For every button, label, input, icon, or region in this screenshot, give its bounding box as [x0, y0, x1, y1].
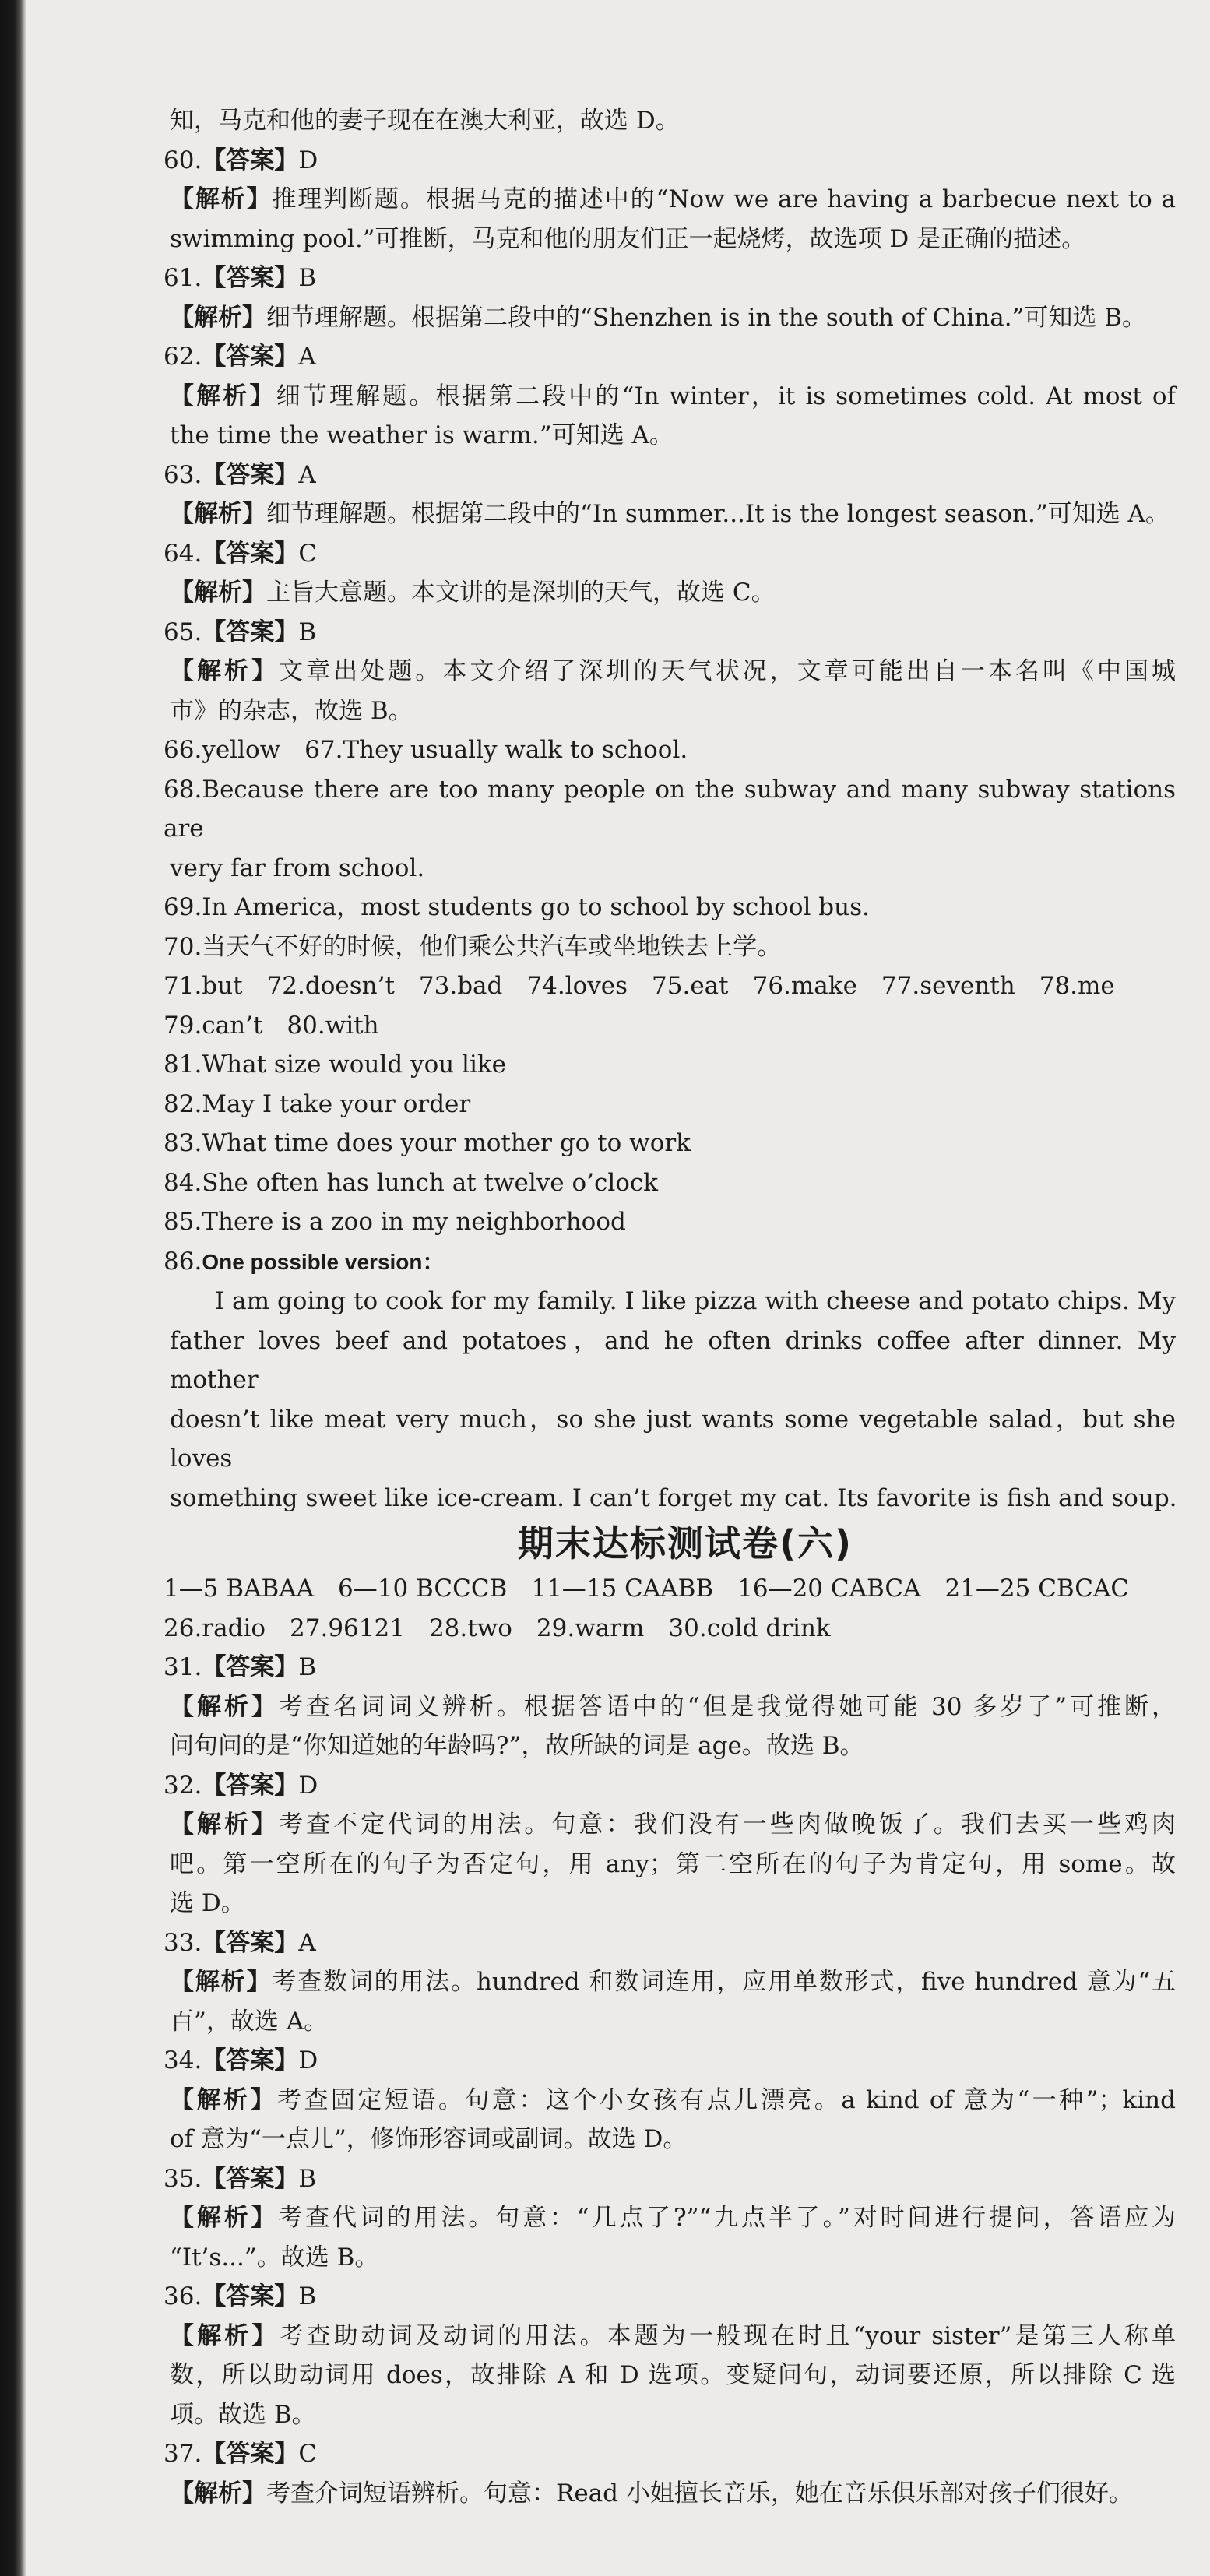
question-number: 61. [164, 264, 202, 292]
explanation-line [164, 2317, 1176, 2356]
answer-item [164, 2159, 1176, 2278]
explanation-text: 推理判断题。根据马克的描述中的“Now we are having a barbecue next to a [272, 185, 1177, 213]
explanation-line [164, 2120, 1176, 2159]
explanation-line [164, 2002, 1176, 2042]
answer-items-part-1 [164, 141, 1176, 731]
answer-tag: 【答案】 [202, 264, 299, 292]
explanation-line [164, 2198, 1176, 2238]
short-answer-line: 70.当天气不好的时候，他们乘公共汽车或坐地铁去上学。 [164, 932, 782, 961]
explanation-line [164, 2081, 1176, 2120]
essay-line: father loves beef and potatoes，and he often drinks coffee after dinner. My mother [170, 1326, 1176, 1394]
explanation-text: 考查助动词及动词的用法。本题为一般现在时且“your sister”是第三人称单 [279, 2321, 1176, 2350]
short-answer-line: 66.yellow 67.They usually walk to school. [164, 736, 688, 764]
short-answer-line: 83.What time does your mother go to work [164, 1129, 691, 1157]
section-title: 期末达标测试卷(六) [517, 1522, 853, 1564]
short-answer-line: 82.May I take your order [164, 1089, 471, 1118]
explanation-text: 吧。第一空所在的句子为否定句，用 any；第二空所在的句子为肯定句，用 some。故 [170, 1849, 1176, 1878]
explanation-text: 考查不定代词的用法。句意：我们没有一些肉做晚饭了。我们去买一些鸡肉 [279, 1811, 1177, 1839]
answer-item [164, 259, 1176, 337]
explanation-tag: 【解析】 [170, 2479, 266, 2507]
essay-label: One possible version： [202, 1249, 445, 1274]
explanation-text: the time the weather is warm.”可知选 A。 [170, 421, 674, 449]
explanation-line [164, 1845, 1176, 1884]
explanation-text: 问句问的是“你知道她的年龄吗?”，故所缺的词是 age。故选 B。 [170, 1732, 864, 1760]
explanation-tag: 【解析】 [170, 579, 266, 607]
answer-letter: B [298, 1653, 317, 1681]
explanation-text: 数，所以助动词用 does，故排除 A 和 D 选项。变疑问句，动词要还原，所以排除 C 选 [170, 2361, 1176, 2389]
answer-tag: 【答案】 [202, 2282, 299, 2310]
question-number: 34. [164, 2046, 202, 2075]
answer-letter: D [298, 2046, 318, 2075]
key-line: 26.radio 27.96121 28.two 29.warm 30.cold drink [164, 1614, 831, 1642]
answer-tag: 【答案】 [202, 460, 299, 489]
answer-item [164, 534, 1176, 613]
answer-letter: B [298, 618, 317, 646]
explanation-line [164, 1687, 1176, 1727]
answer-tag: 【答案】 [202, 539, 299, 568]
question-number: 36. [164, 2282, 202, 2310]
intro-line: 知，马克和他的妻子现在在澳大利亚，故选 D。 [170, 107, 680, 135]
answer-item [164, 2434, 1176, 2513]
explanation-text: 项。故选 B。 [170, 2400, 316, 2429]
answer-letter: C [298, 2440, 318, 2468]
explanation-tag: 【解析】 [170, 1968, 273, 1996]
explanation-line [164, 2395, 1176, 2435]
answer-letter: D [298, 1771, 318, 1800]
explanation-tag: 【解析】 [170, 2085, 277, 2114]
short-answer-list [164, 730, 1176, 1242]
question-number: 64. [164, 539, 202, 568]
explanation-text: 考查代词的用法。句意：“几点了?”“九点半了。”对时间进行提问，答语应为 [278, 2204, 1176, 2232]
question-number: 37. [164, 2440, 202, 2468]
short-answer-line: very far from school. [170, 853, 425, 882]
explanation-tag: 【解析】 [170, 185, 273, 213]
essay-line: I am going to cook for my family. I like pizza with cheese and potato chips. My [215, 1287, 1176, 1315]
explanation-line [164, 494, 1176, 534]
explanation-tag: 【解析】 [170, 2204, 279, 2232]
answer-letter: B [298, 2164, 317, 2193]
explanation-text: 主旨大意题。本文讲的是深圳的天气，故选 C。 [266, 579, 776, 607]
answer-letter: D [298, 146, 318, 174]
short-answer-line: 81.What size would you like [164, 1050, 507, 1079]
explanation-line [164, 2474, 1176, 2514]
answer-tag: 【答案】 [202, 1771, 299, 1800]
answer-tag: 【答案】 [202, 2046, 299, 2075]
question-number: 62. [164, 343, 202, 371]
explanation-line [164, 298, 1176, 338]
short-answer-line: 69.In America，most students go to school by school bus. [164, 893, 870, 921]
key-line: 1—5 BABAA 6—10 BCCCB 11—15 CAABB 16—20 CABCA 21—25 CBCAC [164, 1575, 1130, 1603]
explanation-tag: 【解析】 [170, 303, 266, 332]
question-number: 35. [164, 2164, 202, 2193]
answer-tag: 【答案】 [202, 343, 299, 371]
essay-line: something sweet like ice-cream. I can’t forget my cat. Its favorite is fish and soup. [170, 1483, 1177, 1512]
answer-item [164, 337, 1176, 456]
question-number: 33. [164, 1928, 202, 1957]
essay-line: doesn’t like meat very much，so she just wants some vegetable salad，but she loves [170, 1405, 1176, 1473]
explanation-text: “It’s...”。故选 B。 [170, 2243, 379, 2272]
question-number: 65. [164, 618, 202, 646]
explanation-tag: 【解析】 [170, 657, 280, 685]
explanation-text: swimming pool.”可推断，马克和他的朋友们正一起烧烤，故选项 D 是正确的描述。 [170, 224, 1086, 253]
explanation-tag: 【解析】 [170, 1692, 279, 1721]
essay-number: 86. [164, 1247, 202, 1276]
explanation-text: 考查名词词义辨析。根据答语中的“但是我觉得她可能 30 多岁了”可推断， [278, 1692, 1177, 1721]
objective-answer-key [164, 1569, 1176, 1648]
answer-item [164, 2277, 1176, 2434]
explanation-text: of 意为“一点儿”，修饰形容词或副词。故选 D。 [170, 2125, 688, 2153]
explanation-line [164, 1884, 1176, 1923]
explanation-line [164, 220, 1176, 259]
answer-item [164, 1648, 1176, 1766]
essay-block [164, 1242, 1176, 1519]
answer-item [164, 1923, 1176, 2042]
answer-letter: A [298, 460, 316, 489]
explanation-text: 细节理解题。根据第二段中的“Shenzhen is in the south of China.”可知选 B。 [266, 303, 1147, 332]
explanation-text: 文章出处题。本文介绍了深圳的天气状况，文章可能出自一本名叫《中国城 [279, 657, 1177, 685]
explanation-tag: 【解析】 [170, 382, 276, 410]
explanation-text: 市》的杂志，故选 B。 [170, 696, 413, 725]
answer-tag: 【答案】 [202, 1653, 299, 1681]
explanation-text: 考查介词短语辨析。句意：Read 小姐擅长音乐，她在音乐俱乐部对孩子们很好。 [266, 2479, 1133, 2507]
answer-letter: C [298, 539, 318, 568]
answer-item [164, 456, 1176, 534]
question-number: 60. [164, 146, 202, 174]
explanation-text: 考查固定短语。句意：这个小女孩有点儿漂亮。a kind of 意为“一种”；kind [276, 2085, 1176, 2114]
short-answer-line: 84.She often has lunch at twelve o’clock [164, 1168, 659, 1197]
short-answer-line: 85.There is a zoo in my neighborhood [164, 1208, 626, 1236]
explanation-tag: 【解析】 [170, 2321, 280, 2350]
answer-tag: 【答案】 [202, 2164, 299, 2193]
answer-key-page [164, 101, 1176, 2513]
explanation-text: 百”，故选 A。 [170, 2007, 329, 2036]
answer-tag: 【答案】 [202, 1928, 299, 1957]
short-answer-line: 71.but 72.doesn’t 73.bad 74.loves 75.eat 76.make 77.seventh 78.me [164, 972, 1115, 1000]
explanation-tag: 【解析】 [170, 500, 266, 528]
answer-tag: 【答案】 [202, 146, 299, 174]
answer-letter: A [298, 1928, 316, 1957]
short-answer-line: 68.Because there are too many people on the subway and many subway stations are [164, 775, 1176, 843]
answer-tag: 【答案】 [202, 618, 299, 646]
explanation-line [164, 2238, 1176, 2278]
explanation-line [164, 573, 1176, 613]
explanation-line [164, 377, 1176, 417]
short-answer-line: 79.can’t 80.with [164, 1011, 379, 1040]
answer-tag: 【答案】 [202, 2440, 299, 2468]
question-number: 31. [164, 1653, 202, 1681]
answer-item [164, 141, 1176, 259]
explanation-line [164, 692, 1176, 731]
explanation-text: 选 D。 [170, 1889, 245, 1917]
question-number: 32. [164, 1771, 202, 1800]
answer-item [164, 1766, 1176, 1923]
explanation-line [164, 652, 1176, 692]
answer-item [164, 613, 1176, 731]
answer-letter: B [298, 2282, 317, 2310]
explanation-text: 细节理解题。根据第二段中的“In winter，it is sometimes cold. At most of [276, 382, 1177, 410]
answer-letter: B [298, 264, 317, 292]
answer-letter: A [298, 343, 316, 371]
explanation-line [164, 416, 1176, 456]
explanation-line [164, 1726, 1176, 1766]
explanation-text: 细节理解题。根据第二段中的“In summer...It is the longest season.”可知选 A。 [266, 500, 1170, 528]
question-number: 63. [164, 460, 202, 489]
explanation-line [164, 1962, 1176, 2002]
explanation-text: 考查数词的用法。hundred 和数词连用，应用单数形式，five hundred 意为“五 [272, 1968, 1176, 1996]
explanation-tag: 【解析】 [170, 1811, 280, 1839]
explanation-line [164, 2356, 1176, 2395]
answer-item [164, 2041, 1176, 2159]
answer-items-part-2 [164, 1648, 1176, 2513]
explanation-line [164, 1805, 1176, 1845]
scanned-page-edge [0, 0, 26, 2576]
explanation-line [164, 180, 1176, 220]
